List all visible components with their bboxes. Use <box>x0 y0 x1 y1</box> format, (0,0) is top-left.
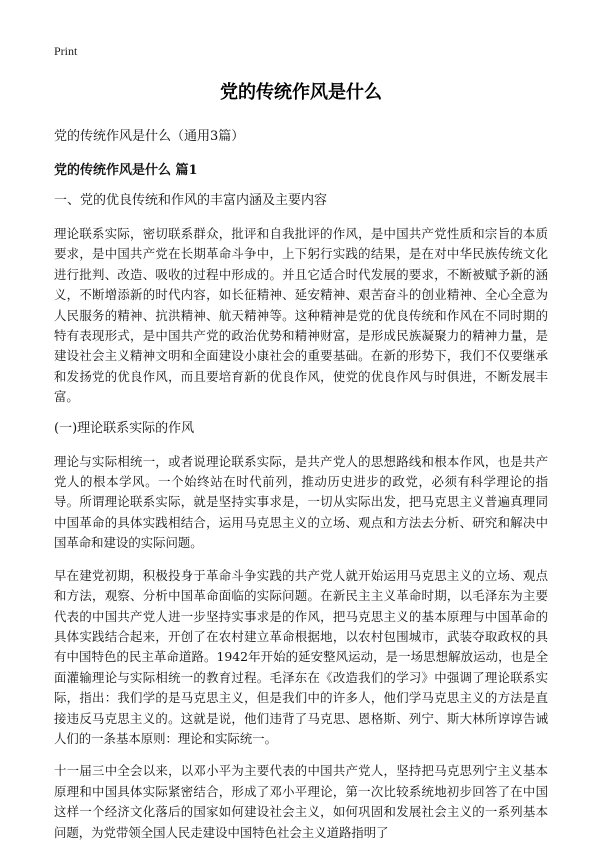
paragraph-2: 理论与实际相统一，或者说理论联系实际，是共产党人的思想路线和根本作风，也是共产党人的根本学风。一个始终站在时代前列，推动历史进步的政党，必须有科学理论的指导。所谓理论联系实际，就是坚持实事求是，一切从实际出发，把马克思主义普遍真理同中国革命的具体实践相结合，运用马克思主义的立场、观点和方法去分析、研究和解决中国革命和建设的实际问题。 <box>54 453 548 551</box>
paragraph-1: 理论联系实际，密切联系群众，批评和自我批评的作风，是中国共产党性质和宗旨的本质要求，是中国共产党在长期革命斗争中，上下躬行实践的结果，是在对中华民族传统文化进行批判、改造、吸收的过程中形成的。并且它适合时代发展的要求，不断被赋予新的涵义，不断增添新的时代内容，如长征精神、延安精神、艰苦奋斗的创业精神、全心全意为人民服务的精神、抗洪精神、航天精神等。这种精神是党的优良传统和作风在不同时期的特有表现形式，是中国共产党的政治优势和精神财富，是形成民族凝聚力的精神力量，是建设社会主义精神文明和全面建设小康社会的重要基础。在新的形势下，我们不仅要继承和发扬党的优良作风，而且要培育新的优良作风，使党的优良作风与时俱进，不断发展丰富。 <box>54 226 548 405</box>
document-subtitle: 党的传统作风是什么（通用3篇） <box>54 129 245 144</box>
heading-2: (一)理论联系实际的作风 <box>54 420 195 436</box>
paragraph-4: 十一届三中全会以来，以邓小平为主要代表的中国共产党人，坚持把马克思列宁主义基本原理和中国具体实际紧密结合，形成了邓小平理论，第一次比较系统地初步回答了在中国这样一个经济文化落后的国家如何建设社会主义，如何巩固和发展社会主义的一系列基本问题，为党带领全国人民走建设中国特色社会主义道路指明了 <box>54 763 548 840</box>
heading-1: 一、党的优良传统和作风的丰富内涵及主要内容 <box>54 193 328 208</box>
paragraph-3: 早在建党初期，积极投身于革命斗争实践的共产党人就开始运用马克思主义的立场、观点和方法，观察、分析中国革命面临的实际问题。在新民主主义革命时期，以毛泽东为主要代表的中国共产党人进一步坚持实事求是的作风，把马克思主义的基本原理与中国革命的具体实践结合起来，开创了在农村建立革命根据地，以农村包围城市，武装夺取政权的具有中国特色的民主革命道路。1942年开始的延安整风运动，是一场思想解放运动，也是全面灌输理论与实际相统一的教育过程。毛泽东在《改造我们的学习》中强调了理论联系实际，指出：我们学的是马克思主义，但是我们中的许多人，他们学马克思主义的方法是直接违反马克思主义的。这就是说，他们违背了马克思、恩格斯、列宁、斯大林所谆谆告诫人们的一条基本原则：理论和实际统一。 <box>54 567 548 746</box>
page-title: 党的传统作风是什么 <box>220 82 382 103</box>
print-link[interactable]: Print <box>54 44 78 58</box>
section-heading: 党的传统作风是什么 篇1 <box>54 163 198 178</box>
document-body <box>54 80 548 855</box>
